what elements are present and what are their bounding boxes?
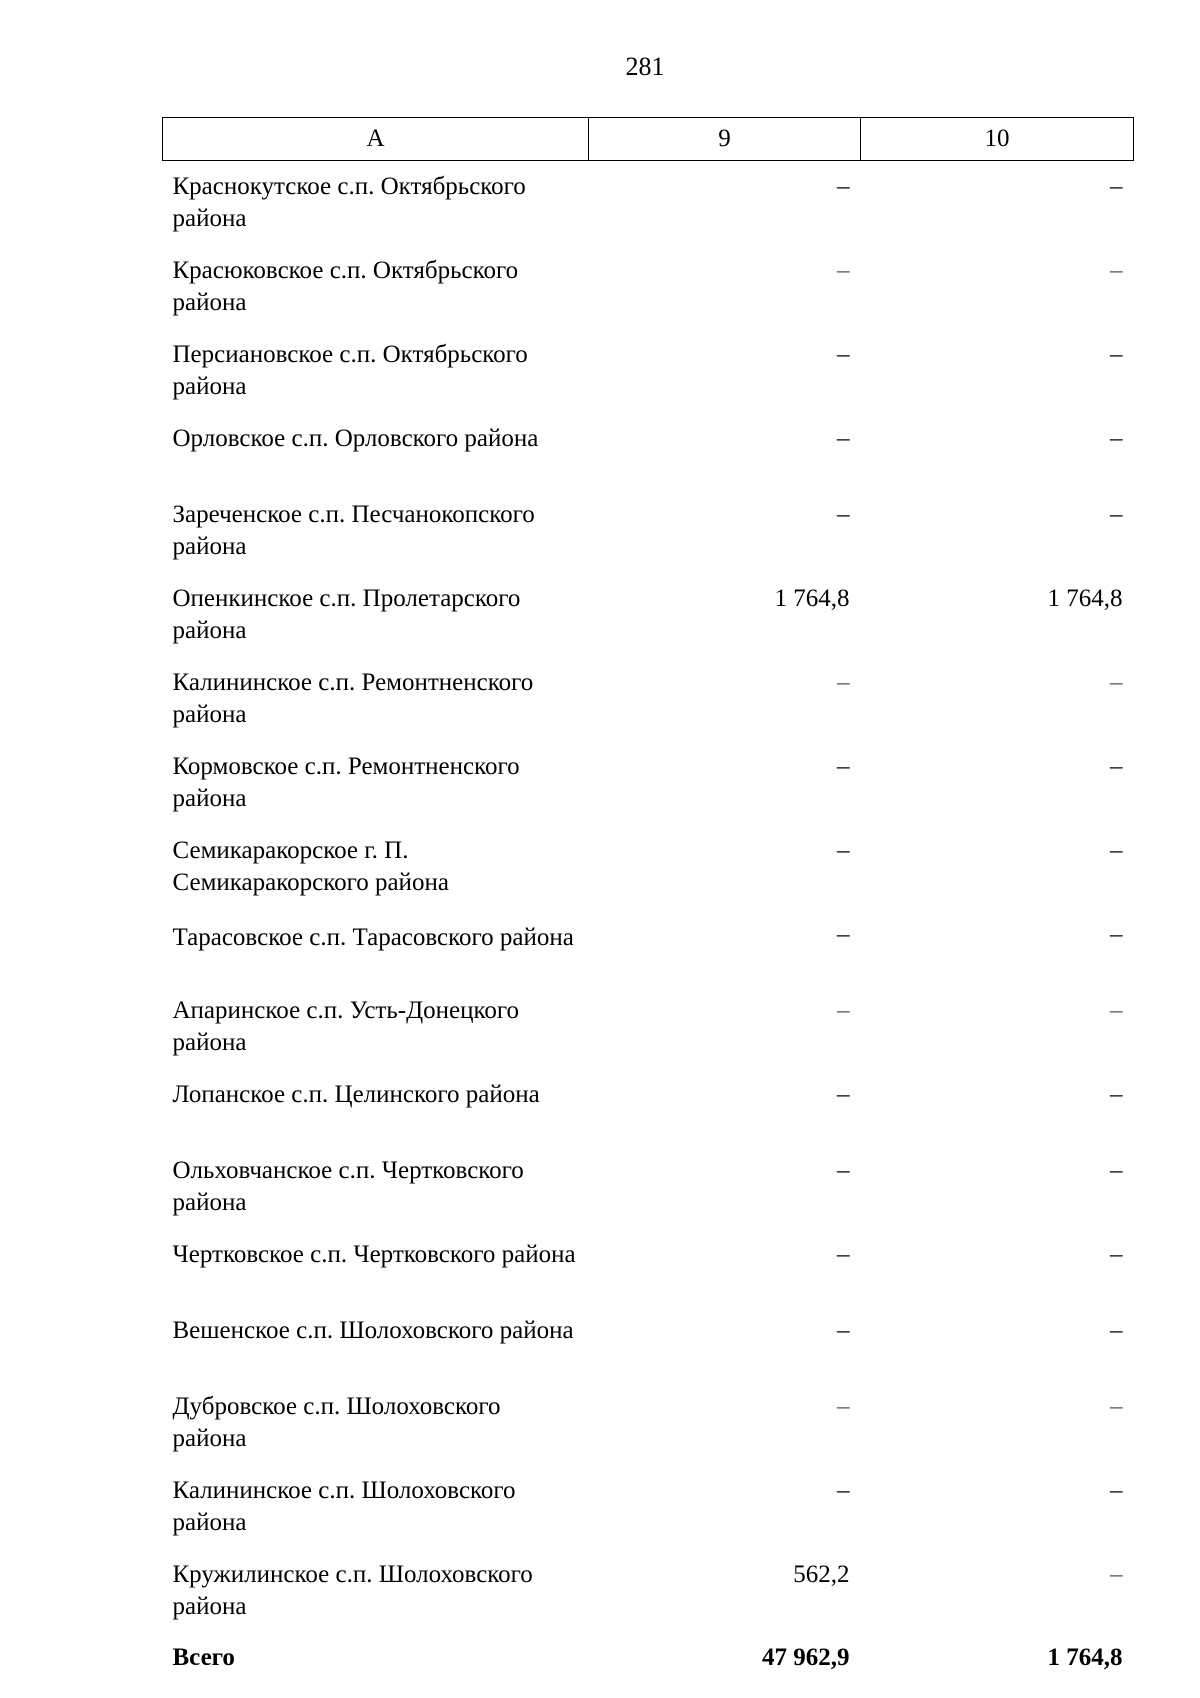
row-name: Ольховчанское с.п. Чертковского района <box>172 1157 524 1216</box>
row-value-9: – <box>837 1241 850 1268</box>
total-row <box>163 1633 1134 1692</box>
row-value-9: – <box>837 425 850 452</box>
row-name: Тарасовское с.п. Тарасовского района <box>172 924 574 951</box>
table-row <box>163 741 1134 825</box>
row-value-10: – <box>1110 1081 1123 1108</box>
row-value-10: – <box>1110 997 1123 1024</box>
row-value-10: – <box>1110 921 1123 948</box>
row-name: Лопанское с.п. Целинского района <box>172 1081 540 1108</box>
row-value-10: – <box>1110 669 1123 696</box>
row-value-9: – <box>837 341 850 368</box>
row-name: Зареченское с.п. Песчанокопского района <box>172 501 535 560</box>
table-row <box>163 413 1134 489</box>
header-row <box>163 118 1134 161</box>
row-value-9: – <box>837 837 850 864</box>
table-row <box>163 1465 1134 1549</box>
row-value-9: – <box>837 257 850 284</box>
table-row <box>163 909 1134 985</box>
table-row <box>163 825 1134 909</box>
row-name: Вешенское с.п. Шолоховского района <box>172 1317 574 1344</box>
row-value-10: – <box>1110 1561 1123 1588</box>
total-value-9: 47 962,9 <box>762 1644 850 1671</box>
page-number: 281 <box>625 52 665 81</box>
row-name: Чертковское с.п. Чертковского района <box>172 1241 576 1268</box>
row-value-10: – <box>1110 1317 1123 1344</box>
total-value-10: 1 764,8 <box>1047 1644 1123 1671</box>
row-name: Краснокутское с.п. Октябрьского района <box>172 173 526 232</box>
row-value-9: – <box>837 753 850 780</box>
table-row <box>163 985 1134 1069</box>
row-value-10: 1 764,8 <box>1047 585 1123 612</box>
row-value-10: – <box>1110 1157 1123 1184</box>
row-value-9: – <box>837 1081 850 1108</box>
table-row <box>163 489 1134 573</box>
row-value-10: – <box>1110 425 1123 452</box>
column-header-9: 9 <box>589 118 861 161</box>
data-table <box>162 117 1134 1692</box>
table-row <box>163 161 1134 246</box>
row-name: Калининское с.п. Шолоховского района <box>172 1477 516 1536</box>
row-name: Семикаракорское г. П. Семикаракорского района <box>172 837 449 896</box>
table-header <box>163 118 1134 161</box>
row-value-10: – <box>1110 341 1123 368</box>
row-value-10: – <box>1110 1477 1123 1504</box>
row-value-9: – <box>837 1393 850 1420</box>
row-value-10: – <box>1110 753 1123 780</box>
row-value-9: – <box>837 173 850 200</box>
table-row <box>163 1381 1134 1465</box>
row-name: Орловское с.п. Орловского района <box>172 425 539 452</box>
row-name: Дубровское с.п. Шолоховского района <box>172 1393 501 1452</box>
row-name: Кружилинское с.п. Шолоховского района <box>172 1561 533 1620</box>
row-value-9: 562,2 <box>793 1561 850 1588</box>
row-value-10: – <box>1110 1393 1123 1420</box>
row-value-9: – <box>837 1477 850 1504</box>
row-name: Опенкинское с.п. Пролетарского района <box>172 585 521 644</box>
table-row <box>163 1305 1134 1381</box>
row-value-9: – <box>837 501 850 528</box>
table-row <box>163 329 1134 413</box>
table-row <box>163 573 1134 657</box>
column-header-a: А <box>163 118 589 161</box>
total-label: Всего <box>172 1644 235 1671</box>
column-header-10: 10 <box>861 118 1134 161</box>
row-value-10: – <box>1110 501 1123 528</box>
table-body <box>163 161 1134 1693</box>
row-name: Кормовское с.п. Ремонтненского района <box>172 753 520 812</box>
row-value-9: – <box>837 1317 850 1344</box>
row-value-9: – <box>837 997 850 1024</box>
table-row <box>163 1549 1134 1633</box>
row-value-9: 1 764,8 <box>774 585 850 612</box>
row-name: Персиановское с.п. Октябрьского района <box>172 341 528 400</box>
row-value-10: – <box>1110 837 1123 864</box>
row-name: Калининское с.п. Ремонтненского района <box>172 669 534 728</box>
row-value-9: – <box>837 921 850 948</box>
row-name: Красюковское с.п. Октябрьского района <box>172 257 519 316</box>
table-row <box>163 245 1134 329</box>
row-value-10: – <box>1110 173 1123 200</box>
row-value-10: – <box>1110 257 1123 284</box>
table-row <box>163 1145 1134 1229</box>
table-row <box>163 657 1134 741</box>
table-row <box>163 1069 1134 1145</box>
row-value-10: – <box>1110 1241 1123 1268</box>
row-value-9: – <box>837 669 850 696</box>
row-name: Апаринское с.п. Усть-Донецкого района <box>172 997 519 1056</box>
table-row <box>163 1229 1134 1305</box>
row-value-9: – <box>837 1157 850 1184</box>
